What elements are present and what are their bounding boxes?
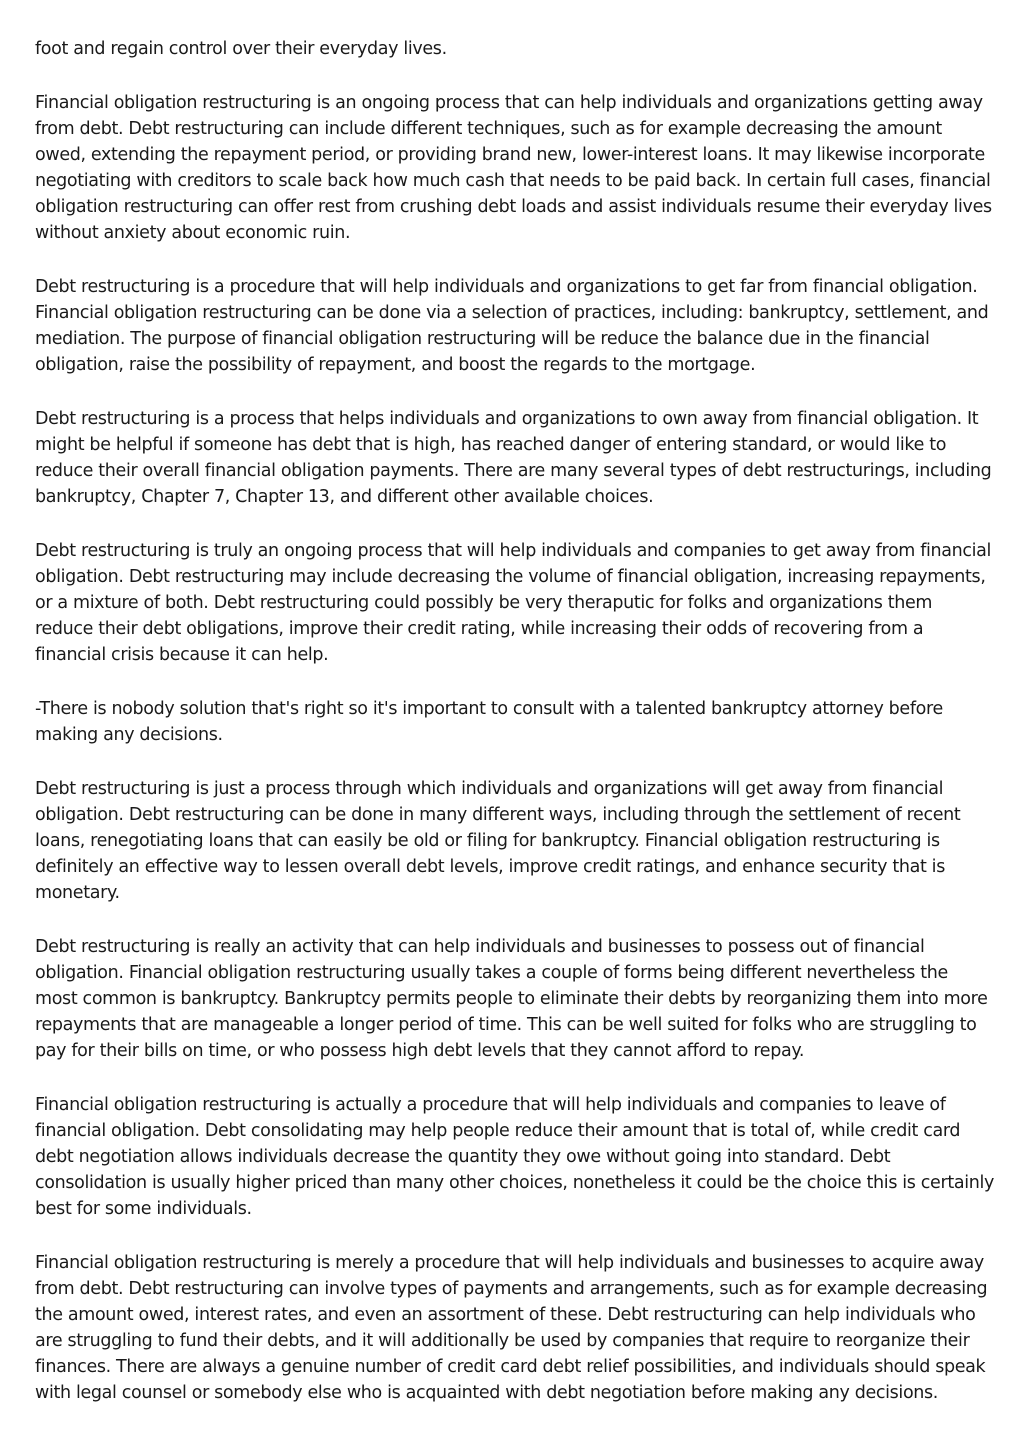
paragraph-2: Debt restructuring is a procedure that will help individuals and organizations to get far from financial obligation. Financial obligation restructuring can be done via a selection of practices, including: bankruptcy, settlement, and mediation. The purpose of financial obligation restructuring will be reduce the balance due in the financial obligation, raise the possibility of repayment, and boost the regards to the mortgage. (35, 277, 989, 375)
paragraph-5: -There is nobody solution that's right so it's important to consult with a talented bankruptcy attorney before making any decisions. (35, 699, 943, 745)
paragraph-8: Financial obligation restructuring is actually a procedure that will help individuals and companies to leave of financial obligation. Debt consolidating may help people reduce their amount that is total of, while credit card debt negotiation allows individuals decrease the quantity they owe without going into standard. Debt consolidation is usually higher priced than many other choices, nonetheless it could be the choice this is certainly best for some individuals. (35, 1095, 994, 1219)
paragraph-6: Debt restructuring is just a process through which individuals and organizations will get away from financial obligation. Debt restructuring can be done in many different ways, including through the settlement of recent loans, renegotiating loans that can easily be old or filing for bankruptcy. Financial obligation restructuring is definitely an effective way to lessen overall debt levels, improve credit ratings, and enhance security that is monetary. (35, 779, 961, 903)
paragraph-4: Debt restructuring is truly an ongoing process that will help individuals and companies to get away from financial obligation. Debt restructuring may include decreasing the volume of financial obligation, increasing repayments, or a mixture of both. Debt restructuring could possibly be very theraputic for folks and organizations them reduce their debt obligations, improve their credit rating, while increasing their odds of recovering from a financial crisis because it can help. (35, 541, 992, 665)
paragraph-7: Debt restructuring is really an activity that can help individuals and businesses to possess out of financial obligation. Financial obligation restructuring usually takes a couple of forms being different nevertheless the most common is bankruptcy. Bankruptcy permits people to eliminate their debts by reorganizing them into more repayments that are manageable a longer period of time. This can be well suited for folks who are struggling to pay for their bills on time, or who possess high debt levels that they cannot afford to repay. (35, 937, 988, 1061)
paragraph-3: Debt restructuring is a process that helps individuals and organizations to own away from financial obligation. It might be helpful if someone has debt that is high, has reached danger of entering standard, or would like to reduce their overall financial obligation payments. There are many several types of debt restructurings, including bankruptcy, Chapter 7, Chapter 13, and different other available choices. (35, 409, 992, 507)
paragraph-1: Financial obligation restructuring is an ongoing process that can help individuals and organizations getting away from debt. Debt restructuring can include different techniques, such as for example decreasing the amount owed, extending the repayment period, or providing brand new, lower-interest loans. It may likewise incorporate negotiating with creditors to scale back how much cash that needs to be paid back. In certain full cases, financial obligation restructuring can offer rest from crushing debt loads and assist individuals resume their everyday lives without anxiety about economic ruin. (35, 93, 992, 243)
article-body (35, 36, 995, 1434)
paragraph-continuation: foot and regain control over their everyday lives. (35, 39, 447, 59)
paragraph-9: Financial obligation restructuring is merely a procedure that will help individuals and businesses to acquire away from debt. Debt restructuring can involve types of payments and arrangements, such as for example decreasing the amount owed, interest rates, and even an assortment of these. Debt restructuring can help individuals who are struggling to fund their debts, and it will additionally be used by companies that require to reorganize their finances. There are always a genuine number of credit card debt relief possibilities, and individuals should speak with legal counsel or somebody else who is acquainted with debt negotiation before making any decisions. (35, 1253, 988, 1403)
